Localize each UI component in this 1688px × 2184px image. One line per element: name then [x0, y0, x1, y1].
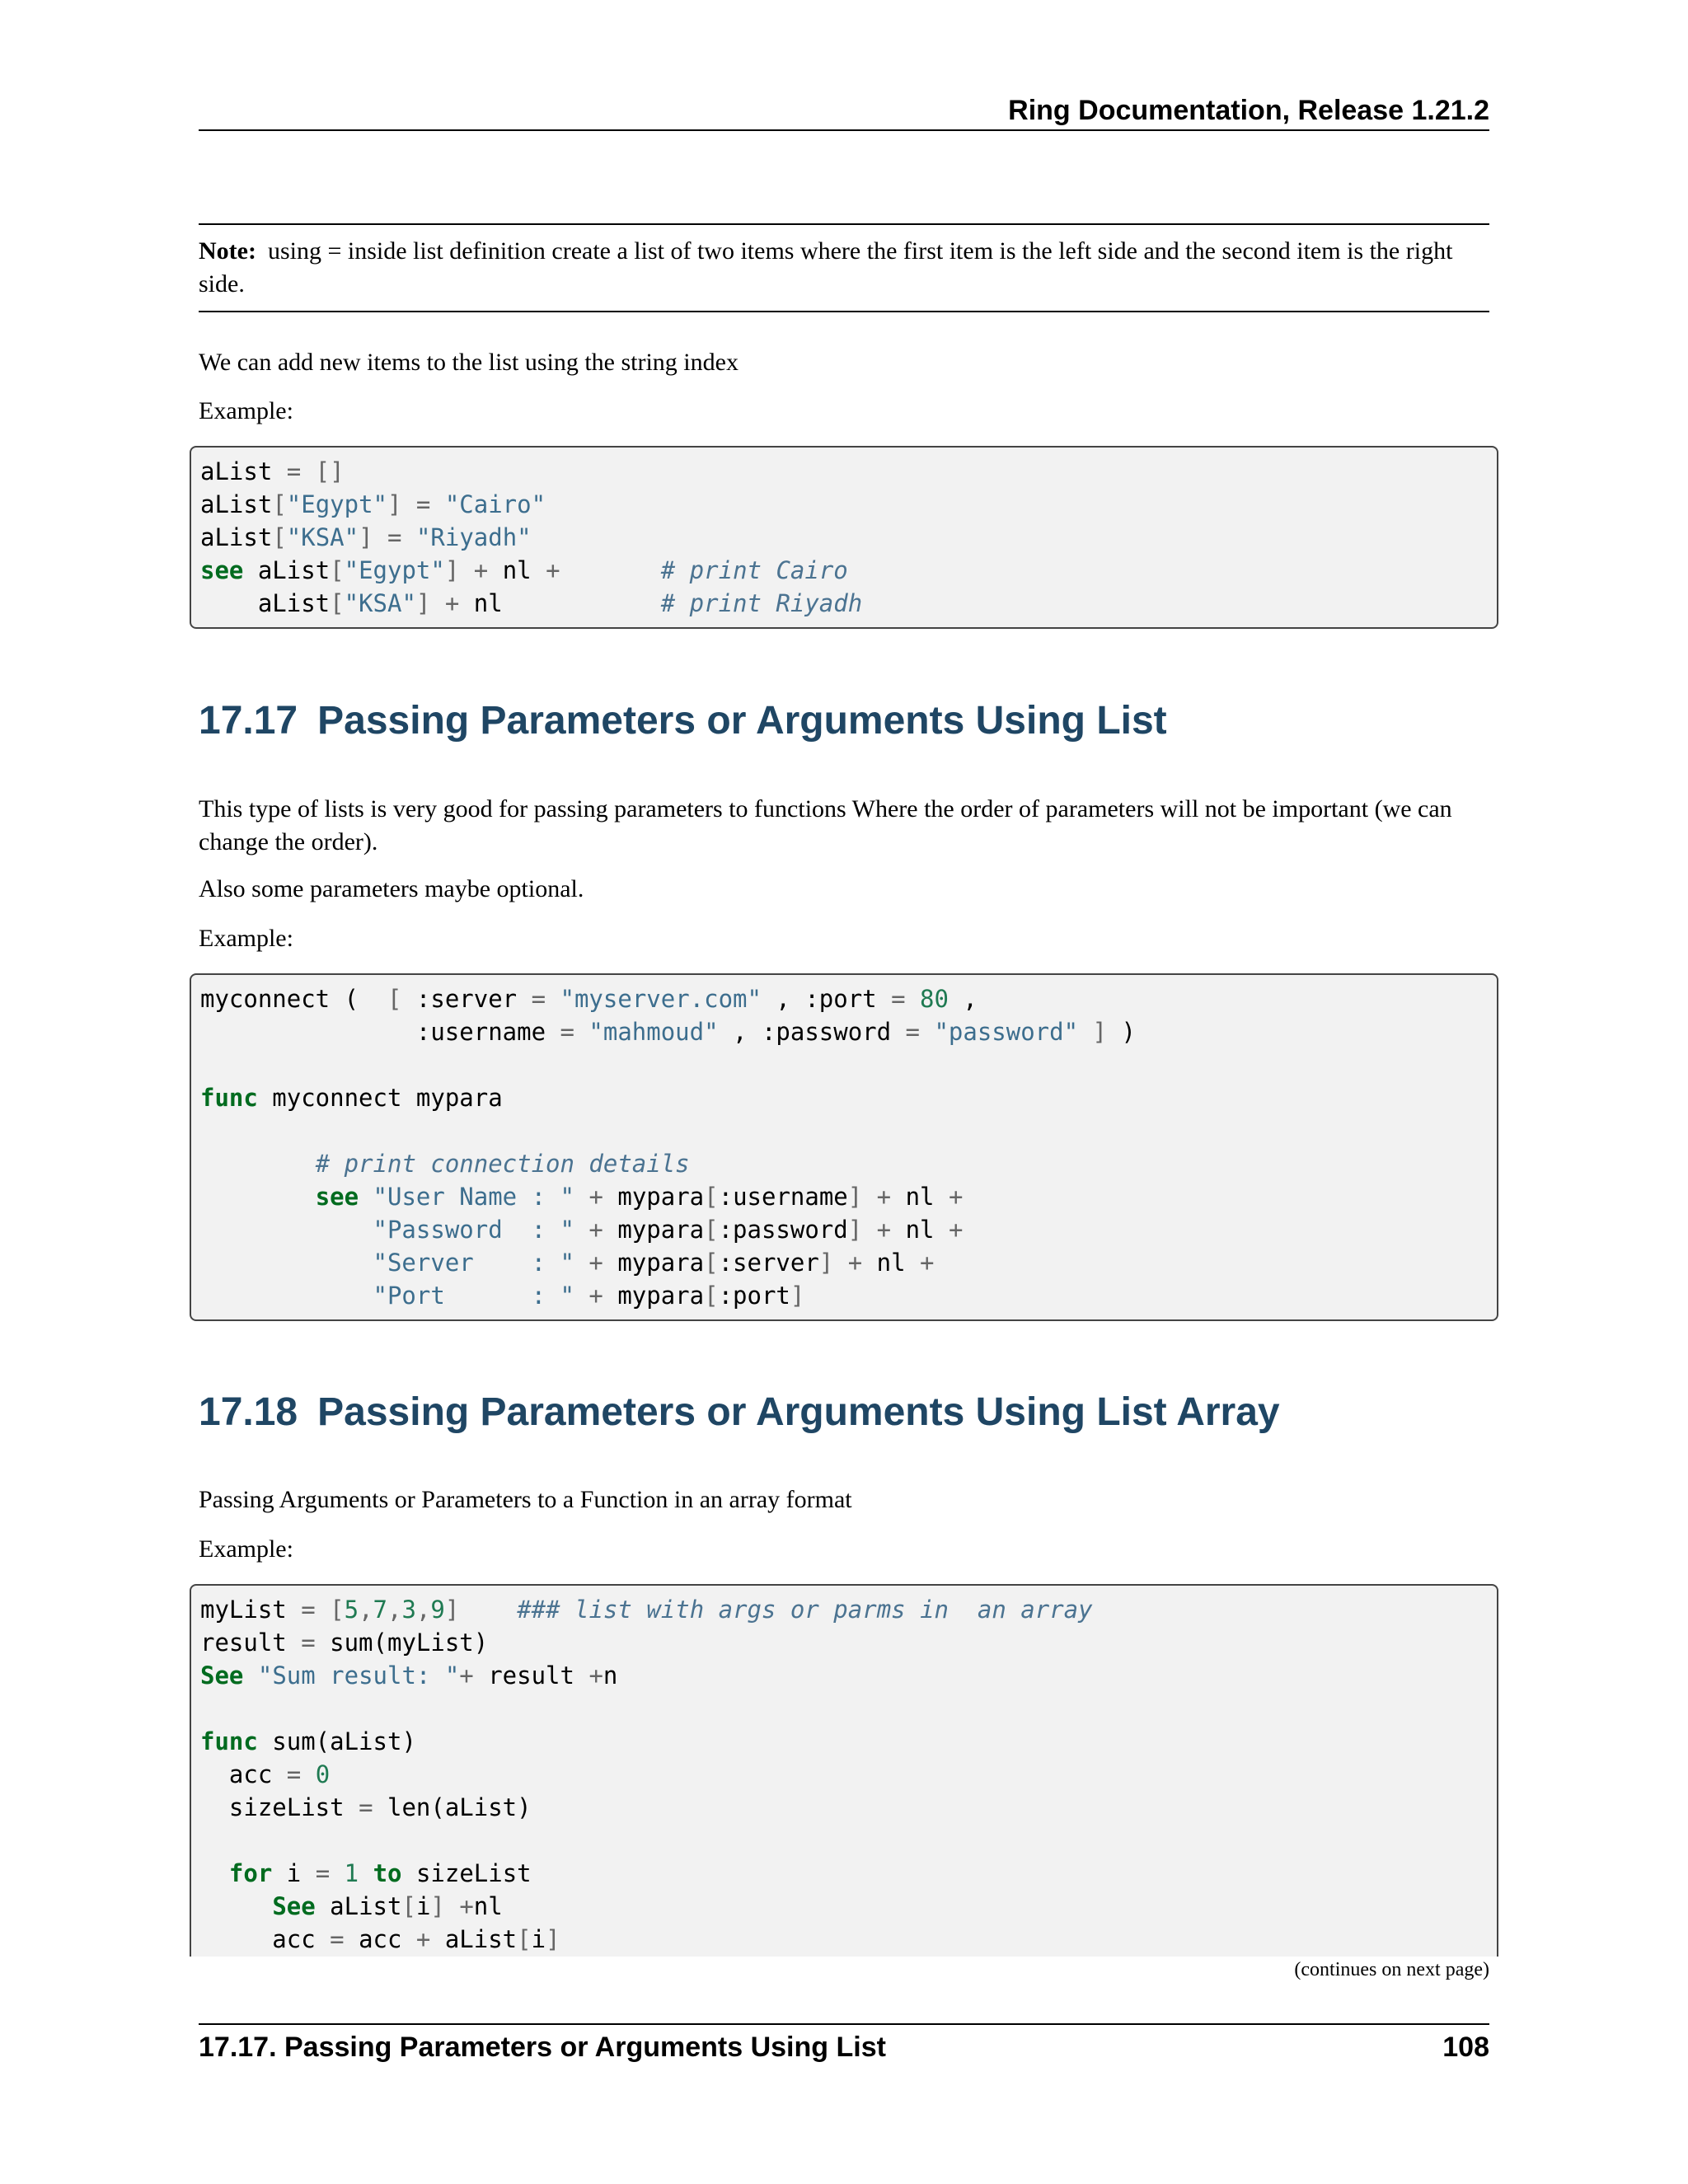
- header-rule: [199, 129, 1489, 131]
- footer-rule: [199, 2023, 1489, 2025]
- code-token: ,: [359, 1596, 373, 1624]
- code-token: [359, 1859, 373, 1887]
- code-token: # print Cairo: [660, 556, 848, 584]
- note-body: [199, 235, 1489, 301]
- code-token: n: [603, 1661, 618, 1690]
- code-token: aList: [315, 1892, 402, 1920]
- code-token: aList: [200, 589, 331, 617]
- code-line: [200, 1824, 1497, 1857]
- code-token: aList: [200, 523, 273, 551]
- code-token: =: [531, 985, 560, 1013]
- code-token: +: [948, 1216, 964, 1244]
- code-token: "Server : ": [373, 1249, 574, 1277]
- code-line: [200, 1015, 1497, 1048]
- code-token: ,: [387, 1596, 402, 1624]
- code-token: +: [920, 1249, 935, 1277]
- code-token: len(aList): [387, 1793, 532, 1821]
- code-token: +: [546, 556, 661, 584]
- code-token: +: [459, 1661, 489, 1690]
- code-token: 80: [920, 985, 949, 1013]
- code-token: sizeList: [200, 1793, 359, 1821]
- continues-note: (continues on next page): [1294, 1959, 1489, 1980]
- code-token: myconnect mypara: [257, 1084, 503, 1112]
- code-line: [200, 1081, 1497, 1114]
- code-token: mypara: [617, 1249, 705, 1277]
- code-token: :server: [415, 985, 532, 1013]
- code-line: [200, 1593, 1497, 1626]
- code-token: see: [315, 1183, 359, 1211]
- code-line: [200, 1180, 1497, 1213]
- code-token: aList: [243, 556, 331, 584]
- code-token: ]: [1078, 1018, 1107, 1046]
- code-token: 0: [315, 1760, 331, 1788]
- code-token: :server: [718, 1249, 819, 1277]
- code-token: ] +: [847, 1216, 906, 1244]
- code-token: func: [200, 1727, 258, 1755]
- code-token: :password: [718, 1216, 848, 1244]
- code-token: =: [315, 1859, 345, 1887]
- code-token: aList: [444, 1925, 518, 1953]
- code-token: [: [272, 490, 287, 518]
- code-token: +: [948, 1183, 964, 1211]
- code-token: =: [891, 985, 921, 1013]
- code-token: nl: [473, 589, 661, 617]
- code-line: [200, 1692, 1497, 1725]
- code-line: [200, 521, 1497, 554]
- code-token: ] +: [444, 556, 503, 584]
- code-token: :username: [200, 1018, 560, 1046]
- section-17-17-paragraph-1: This type of lists is very good for passing parameters to functions Where the order of parameters will not be important (we can change the order).: [199, 795, 1452, 855]
- code-token: See: [200, 1661, 244, 1690]
- code-line: [200, 1791, 1497, 1824]
- code-token: "Cairo": [444, 490, 546, 518]
- code-token: [359, 1183, 373, 1211]
- section-title-text: Passing Parameters or Arguments Using List: [317, 699, 1167, 743]
- code-block-3: [190, 1584, 1498, 1957]
- section-title-text: Passing Parameters or Arguments Using List Array: [317, 1390, 1280, 1434]
- code-token: "Egypt": [286, 490, 387, 518]
- code-line: [200, 1626, 1497, 1659]
- code-token: =: [905, 1018, 935, 1046]
- code-token: +: [574, 1216, 618, 1244]
- code-token: result: [488, 1661, 589, 1690]
- code-token: acc: [200, 1925, 331, 1953]
- code-token: ### list with args or parms in an array: [517, 1596, 1093, 1624]
- note-label: Note:: [199, 237, 256, 265]
- footer-section-title: 17.17. Passing Parameters or Arguments Using List: [199, 2032, 886, 2063]
- code-token: [: [330, 556, 345, 584]
- code-token: "KSA": [344, 589, 416, 617]
- section-heading-17-17: [199, 696, 1489, 746]
- code-token: [200, 1892, 272, 1920]
- code-token: 1: [344, 1859, 359, 1887]
- code-token: see: [200, 556, 244, 584]
- code-token: "password": [934, 1018, 1079, 1046]
- code-token: [: [272, 523, 287, 551]
- example-label-2: Example:: [199, 925, 293, 952]
- code-token: sizeList: [401, 1859, 532, 1887]
- code-token: i: [272, 1859, 316, 1887]
- code-token: , :port: [761, 985, 892, 1013]
- code-token: func: [200, 1084, 258, 1112]
- code-token: [: [401, 1892, 416, 1920]
- code-token: ]: [546, 1925, 560, 1953]
- code-token: [: [704, 1183, 719, 1211]
- code-token: mypara: [617, 1282, 705, 1310]
- code-token: "Egypt": [344, 556, 445, 584]
- code-line: [200, 1923, 1497, 1956]
- code-block-2: [190, 973, 1498, 1321]
- code-token: ]: [790, 1282, 805, 1310]
- code-token: :username: [718, 1183, 848, 1211]
- code-token: [: [704, 1282, 719, 1310]
- section-heading-17-18: [199, 1388, 1489, 1437]
- code-token: +: [574, 1249, 618, 1277]
- section-17-18-paragraph-1: Passing Arguments or Parameters to a Function in an array format: [199, 1486, 852, 1513]
- code-token: "Port : ": [373, 1282, 574, 1310]
- code-token: = [: [301, 1596, 345, 1624]
- code-line: [200, 1890, 1497, 1923]
- code-token: "Password : ": [373, 1216, 574, 1244]
- code-line: [200, 1213, 1497, 1246]
- code-token: ] +: [818, 1249, 877, 1277]
- section-number: 17.17: [199, 699, 298, 743]
- code-token: +: [574, 1282, 618, 1310]
- documentation-page: [199, 0, 1489, 2184]
- code-token: aList: [200, 490, 273, 518]
- code-token: "Riyadh": [415, 523, 532, 551]
- code-line: [200, 1659, 1497, 1692]
- code-token: =: [359, 1793, 387, 1821]
- code-line: [200, 1048, 1497, 1081]
- code-token: i: [415, 1892, 431, 1920]
- code-line: [200, 1246, 1497, 1279]
- code-line: [200, 1279, 1497, 1312]
- code-line: [200, 554, 1497, 587]
- code-token: for: [228, 1859, 273, 1887]
- code-line: [200, 455, 1497, 488]
- code-token: sum(myList): [330, 1629, 489, 1657]
- code-token: "Sum result: ": [257, 1661, 460, 1690]
- code-token: "mahmoud": [588, 1018, 719, 1046]
- code-token: "User Name : ": [373, 1183, 574, 1211]
- code-token: nl: [473, 1892, 503, 1920]
- code-line: [200, 1857, 1497, 1890]
- code-line: [200, 488, 1497, 521]
- code-token: :port: [718, 1282, 790, 1310]
- code-token: ] =: [387, 490, 445, 518]
- code-token: result: [200, 1629, 302, 1657]
- code-token: =: [330, 1925, 359, 1953]
- page-footer: [199, 2029, 1489, 2065]
- code-token: =: [286, 1760, 316, 1788]
- code-token: 3: [401, 1596, 416, 1624]
- note-admonition: [199, 223, 1489, 312]
- note-text: using = inside list definition create a list of two items where the first item is the left side and the second item is the right side.: [199, 237, 1453, 298]
- code-token: i: [531, 1925, 546, 1953]
- code-line: [200, 982, 1497, 1015]
- code-token: nl: [502, 556, 546, 584]
- code-token: acc: [200, 1760, 287, 1788]
- code-token: myList: [200, 1596, 302, 1624]
- code-token: ,: [415, 1596, 431, 1624]
- code-token: [200, 1216, 373, 1244]
- code-token: =: [301, 1629, 331, 1657]
- example-label-1: Example:: [199, 397, 293, 424]
- code-token: ] =: [359, 523, 416, 551]
- code-token: nl: [876, 1249, 921, 1277]
- code-token: [200, 1183, 316, 1211]
- code-token: [243, 1661, 257, 1690]
- code-token: ] +: [847, 1183, 906, 1211]
- section-17-17-paragraph-2: Also some parameters maybe optional.: [199, 875, 584, 902]
- code-line: [200, 1114, 1497, 1147]
- code-token: ]: [444, 1596, 518, 1624]
- code-token: =: [560, 1018, 589, 1046]
- code-token: [200, 1282, 373, 1310]
- code-token: 9: [430, 1596, 445, 1624]
- code-token: # print connection details: [315, 1150, 690, 1178]
- code-token: ] +: [415, 589, 474, 617]
- code-line: [200, 1147, 1497, 1180]
- code-token: [200, 1249, 373, 1277]
- code-token: mypara: [617, 1183, 705, 1211]
- code-token: mypara: [617, 1216, 705, 1244]
- code-token: [: [330, 589, 345, 617]
- code-token: [: [387, 985, 416, 1013]
- code-token: # print Riyadh: [660, 589, 863, 617]
- intro-paragraph: We can add new items to the list using the string index: [199, 349, 738, 376]
- code-token: = []: [286, 457, 345, 485]
- code-token: "myserver.com": [560, 985, 762, 1013]
- code-token: +: [574, 1183, 618, 1211]
- running-header: Ring Documentation, Release 1.21.2: [1008, 95, 1489, 126]
- code-token: acc: [359, 1925, 416, 1953]
- code-token: [: [704, 1216, 719, 1244]
- code-line: [200, 1725, 1497, 1758]
- code-token: myconnect (: [200, 985, 387, 1013]
- code-token: ,: [948, 985, 978, 1013]
- code-line: [200, 587, 1497, 620]
- code-token: aList: [200, 457, 287, 485]
- code-token: See: [272, 1892, 316, 1920]
- code-block-1: [190, 446, 1498, 629]
- code-token: [: [704, 1249, 719, 1277]
- code-token: nl: [905, 1183, 949, 1211]
- code-token: [200, 1859, 229, 1887]
- code-token: +: [588, 1661, 603, 1690]
- code-line: [200, 1758, 1497, 1791]
- code-token: [: [517, 1925, 532, 1953]
- code-token: to: [373, 1859, 402, 1887]
- example-label-3: Example:: [199, 1535, 293, 1563]
- code-token: nl: [905, 1216, 949, 1244]
- code-token: ] +: [430, 1892, 474, 1920]
- code-token: , :password: [718, 1018, 906, 1046]
- code-token: 7: [373, 1596, 388, 1624]
- code-token: 5: [344, 1596, 359, 1624]
- code-token: +: [415, 1925, 445, 1953]
- code-token: ): [1107, 1018, 1136, 1046]
- section-number: 17.18: [199, 1390, 298, 1434]
- page-number: 108: [1442, 2032, 1489, 2063]
- code-token: [200, 1150, 316, 1178]
- code-token: sum(aList): [257, 1727, 416, 1755]
- code-token: "KSA": [286, 523, 359, 551]
